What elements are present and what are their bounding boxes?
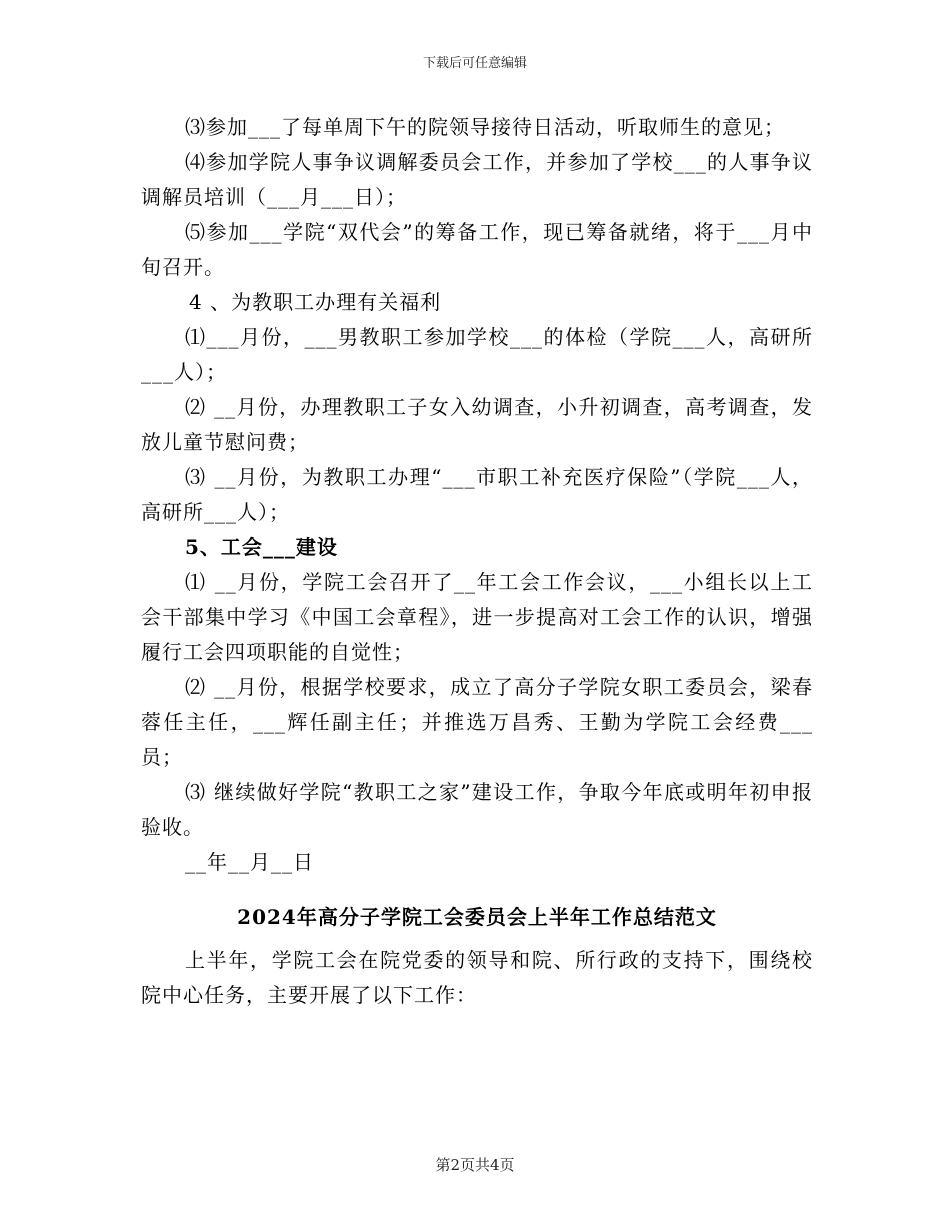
- list-item: ⑴___月份，___男教职工参加学校___的体检（学院___人，高研所___人）；: [141, 325, 813, 384]
- date-line: __年__月__日: [185, 850, 314, 874]
- subheading: 4 、为教职工办理有关福利: [189, 290, 442, 314]
- document-body: [141, 110, 813, 1013]
- list-item: ⑶参加___了每单周下午的院领导接待日活动，听取师生的意见；: [185, 115, 785, 139]
- document-title: 2024年高分子学院工会委员会上半年工作总结范文: [237, 905, 717, 929]
- page-header: 下载后可任意编辑: [422, 56, 527, 71]
- list-item: ⑶ 继续做好学院“教职工之家”建设工作，争取今年底或明年初申报验收。: [141, 780, 813, 839]
- list-item: ⑶ __月份，为教职工办理“___市职工补充医疗保险”（学院___人，高研所___人）；: [141, 465, 813, 524]
- list-item: ⑵ __月份，办理教职工子女入幼调查，小升初调查，高考调查，发放儿童节慰问费；: [141, 395, 813, 454]
- intro-paragraph: 上半年，学院工会在院党委的领导和院、所行政的支持下，围绕校院中心任务，主要开展了以下工作：: [141, 948, 813, 1007]
- list-item: ⑵ __月份，根据学校要求，成立了高分子学院女职工委员会，梁春蓉任主任，___辉任副主任；并推选万昌秀、王勤为学院工会经费___员；: [141, 675, 813, 769]
- list-item: ⑷参加学院人事争议调解委员会工作，并参加了学校___的人事争议调解员培训（___月___日）；: [141, 150, 813, 209]
- list-item: ⑸参加___学院“双代会”的筹备工作，现已筹备就绪，将于___月中旬召开。: [141, 220, 813, 279]
- page-number: 第2页共4页: [435, 1156, 515, 1174]
- section-heading: 5、工会___建设: [185, 535, 338, 559]
- list-item: ⑴ __月份，学院工会召开了__年工会工作会议，___小组长以上工会干部集中学习《中国工会章程》，进一步提高对工会工作的认识，增强履行工会四项职能的自觉性；: [141, 570, 813, 664]
